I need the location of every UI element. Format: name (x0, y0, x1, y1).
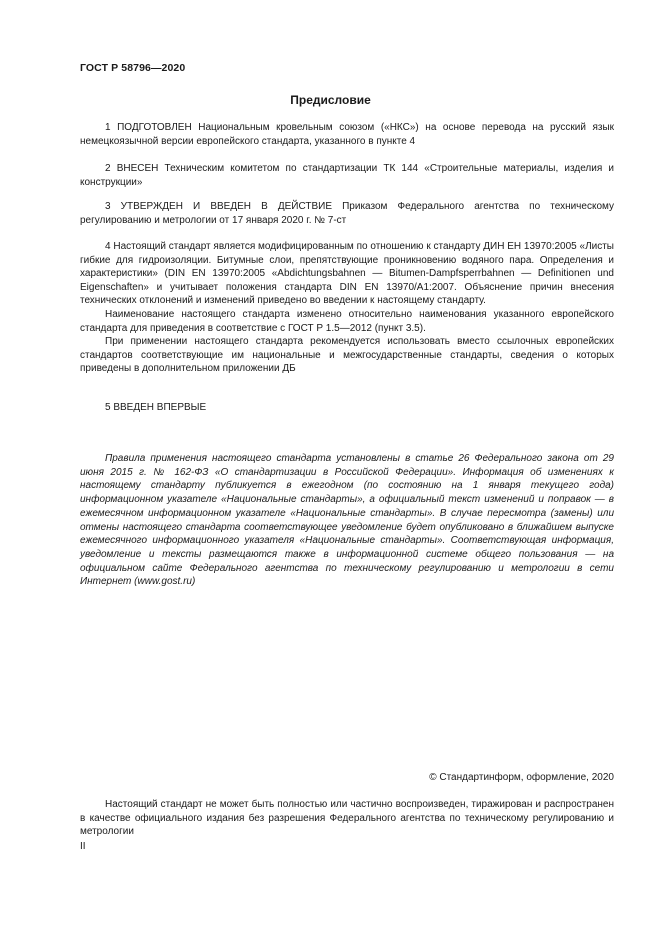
page-number: II (80, 841, 86, 852)
application-rules-text: Правила применения настоящего стандарта установлены в статье 26 Федерального закона от 29 июня 2015 г. № 162-ФЗ «О стандартизации в Российской Федерации». Информация об изменениях к настоящему стандарту публикуется в ежегодном (по состоянию на 1 января текущего года) информационном указателе «Национальные стандарты», а официальный текст изменений и поправок — в ежемесячном информационном указателе «Национальные стандарты». В случае пересмотра (замены) или отмены настоящего стандарта соответствующее уведомление будет опубликовано в ближайшем выпуске ежемесячного информационного указателя «Национальные стандарты». Соответствующая информация, уведомление и тексты размещаются также в информационной системе общего пользования — на официальном сайте Федерального агентства по техническому регулированию и метрологии в сети Интернет (www.gost.ru) (80, 453, 614, 588)
application-rules-note (80, 452, 614, 589)
foreword-item-4 (80, 240, 614, 376)
foreword-item-2-text: 2 ВНЕСЕН Техническим комитетом по стандартизации ТК 144 «Строительные материалы, изделия и конструкции» (80, 163, 614, 188)
foreword-item-1-text: 1 ПОДГОТОВЛЕН Национальным кровельным союзом («НКС») на основе перевода на русский язык немецкоязычной версии европейского стандарта, указанного в пункте 4 (80, 122, 614, 147)
reproduction-notice-text: Настоящий стандарт не может быть полностью или частично воспроизведен, тиражирован и распространен в качестве официального издания без разрешения Федерального агентства по техническому регулированию и метрологии (80, 799, 614, 838)
foreword-item-4-text: 4 Настоящий стандарт является модифицированным по отношению к стандарту ДИН ЕН 13970:2005 «Листы гибкие для гидроизоляции. Битумные слои, препятствующие проникновению водяного пара. Определения и характеристики» (DIN EN 13970:2005 «Abdichtungsbahnen — Bitumen-Dampfsperrbahnen — Definitionen und Eigenschaften» и учитывает положения стандарта DIN EN 13970/A1:2007. Объяснение причин внесения технических отклонений и изменений приведено во введении к настоящему стандарту. (80, 241, 614, 307)
foreword-item-4-title-note: Наименование настоящего стандарта изменено относительно наименования указанного европейского стандарта для приведения в соответствие с ГОСТ Р 1.5—2012 (пункт 3.5). (80, 308, 614, 334)
foreword-item-2 (80, 162, 614, 189)
copyright-line: © Стандартинформ, оформление, 2020 (429, 772, 614, 783)
foreword-item-1 (80, 121, 614, 148)
page-title: Предисловие (290, 93, 371, 107)
foreword-item-3-text: 3 УТВЕРЖДЕН И ВВЕДЕН В ДЕЙСТВИЕ Приказом Федерального агентства по техническому регулированию и метрологии от 17 января 2020 г. № 7-ст (80, 201, 614, 226)
reproduction-notice (80, 798, 614, 839)
foreword-item-5-text: 5 ВВЕДЕН ВПЕРВЫЕ (105, 402, 207, 413)
foreword-item-4-references-note: При применении настоящего стандарта рекомендуется использовать вместо ссылочных европейских стандартов соответствующие им национальные и межгосударственные стандарты, сведения о которых приведены в дополнительном приложении ДБ (80, 336, 614, 375)
foreword-item-5 (80, 401, 614, 415)
foreword-item-3 (80, 200, 614, 227)
standard-code-header: ГОСТ Р 58796—2020 (80, 62, 186, 74)
